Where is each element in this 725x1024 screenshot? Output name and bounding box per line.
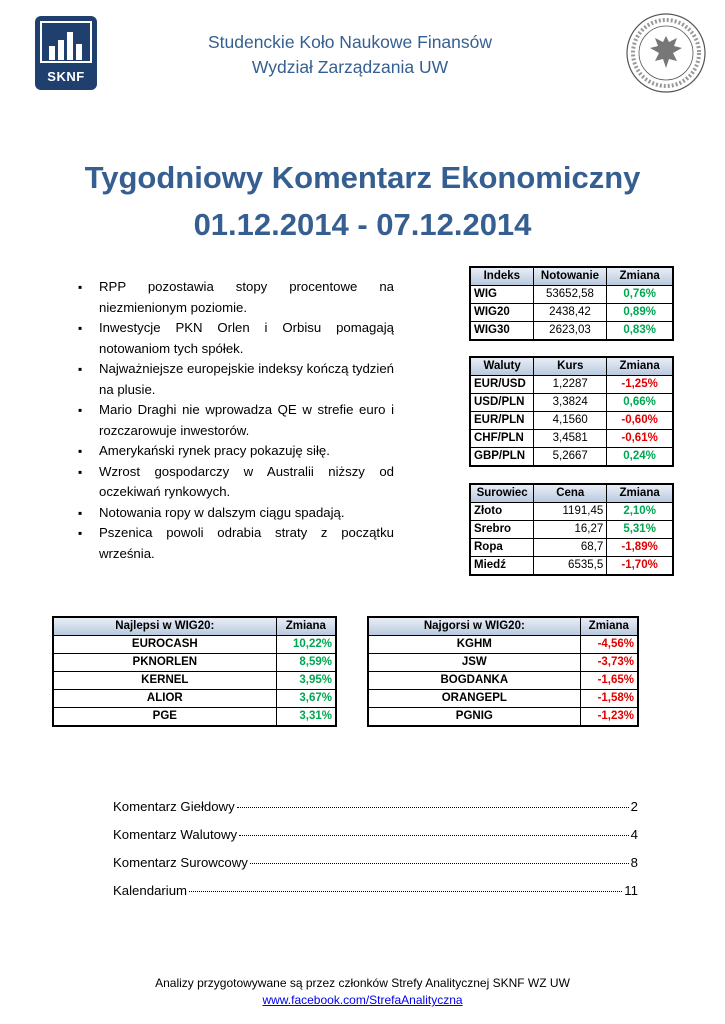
col-header: Kurs <box>534 357 607 376</box>
bullet-item: ▪ Inwestycje PKN Orlen i Orbisu pomagają notowaniom tych spółek. <box>78 318 394 359</box>
bullet-item: ▪ Wzrost gospodarczy w Australii niższy od oczekiwań rynkowych. <box>78 462 394 503</box>
table-row <box>470 322 673 341</box>
indices-table <box>469 266 674 341</box>
company-name: KGHM <box>368 636 580 654</box>
company-change: -1,65% <box>580 672 638 690</box>
currency-change: -0,60% <box>607 412 673 430</box>
table-row <box>53 690 336 708</box>
company-name: PGNIG <box>368 708 580 727</box>
col-header: Zmiana <box>607 267 673 286</box>
currency-rate: 1,2287 <box>534 376 607 394</box>
university-seal <box>625 12 707 94</box>
company-change: 8,59% <box>276 654 336 672</box>
table-row <box>470 286 673 304</box>
currency-pair: USD/PLN <box>470 394 534 412</box>
company-name: BOGDANKA <box>368 672 580 690</box>
toc-leader <box>189 891 622 892</box>
toc-page: 11 <box>624 883 638 898</box>
page-date-range: 01.12.2014 - 07.12.2014 <box>193 207 532 242</box>
col-header: Zmiana <box>607 484 673 503</box>
col-header: Surowiec <box>470 484 534 503</box>
toc-entry[interactable] <box>113 883 638 911</box>
currency-rate: 3,4581 <box>534 430 607 448</box>
commodity-price: 1191,45 <box>534 503 607 521</box>
index-value: 2438,42 <box>533 304 607 322</box>
footer-text: Analizy przygotowywane są przez członków Strefy Analitycznej SKNF WZ UW <box>155 976 570 990</box>
currency-change: 0,66% <box>607 394 673 412</box>
toc-entry[interactable] <box>113 799 638 827</box>
table-row <box>53 636 336 654</box>
org-faculty: Wydział Zarządzania UW <box>251 57 449 77</box>
company-change: 3,95% <box>276 672 336 690</box>
toc-leader <box>237 807 629 808</box>
currency-change: 0,24% <box>607 448 673 467</box>
bullet-item: ▪ RPP pozostawia stopy procentowe na niezmienionym poziomie. <box>78 277 394 318</box>
table-row <box>53 654 336 672</box>
bullet-item: ▪ Notowania ropy w dalszym ciągu spadają. <box>78 503 394 524</box>
table-row <box>53 672 336 690</box>
bullet-item: ▪ Amerykański rynek pracy pokazuję siłę. <box>78 441 394 462</box>
index-name: WIG20 <box>470 304 533 322</box>
toc-page: 4 <box>630 827 638 842</box>
table-row <box>470 539 673 557</box>
commodity-price: 16,27 <box>534 521 607 539</box>
footer <box>120 975 605 1009</box>
table-row <box>368 672 638 690</box>
col-header: Waluty <box>470 357 534 376</box>
table-row <box>470 521 673 539</box>
company-change: 3,31% <box>276 708 336 727</box>
index-change: 0,76% <box>607 286 673 304</box>
eagle-seal-icon <box>625 12 707 94</box>
company-change: -4,56% <box>580 636 638 654</box>
table-row <box>368 636 638 654</box>
commodity-price: 68,7 <box>534 539 607 557</box>
commodities-table <box>469 483 674 576</box>
company-name: PGE <box>53 708 276 727</box>
table-row <box>470 430 673 448</box>
company-name: ALIOR <box>53 690 276 708</box>
index-name: WIG30 <box>470 322 533 341</box>
index-value: 2623,03 <box>533 322 607 341</box>
col-header: Indeks <box>470 267 533 286</box>
commodity-name: Srebro <box>470 521 534 539</box>
company-change: -3,73% <box>580 654 638 672</box>
table-header-row <box>368 617 638 636</box>
table-row <box>53 708 336 727</box>
index-name: WIG <box>470 286 533 304</box>
currency-pair: GBP/PLN <box>470 448 534 467</box>
company-change: -1,23% <box>580 708 638 727</box>
currency-pair: EUR/USD <box>470 376 534 394</box>
table-row <box>470 412 673 430</box>
logo-text: SKNF <box>47 69 85 84</box>
table-row <box>368 654 638 672</box>
toc-label: Komentarz Walutowy <box>113 827 238 842</box>
company-name: ORANGEPL <box>368 690 580 708</box>
table-header-row <box>53 617 336 636</box>
currency-rate: 3,3824 <box>534 394 607 412</box>
commodity-change: 2,10% <box>607 503 673 521</box>
bullet-item: ▪ Pszenica powoli odrabia straty z początku września. <box>78 523 394 564</box>
summary-bullets <box>78 277 394 564</box>
col-header: Najgorsi w WIG20: <box>368 617 580 636</box>
toc-label: Kalendarium <box>113 883 188 898</box>
commodity-name: Miedź <box>470 557 534 576</box>
table-of-contents <box>113 799 638 911</box>
table-row <box>470 304 673 322</box>
table-row <box>470 394 673 412</box>
table-row <box>368 708 638 727</box>
toc-label: Komentarz Surowcowy <box>113 855 248 870</box>
currency-rate: 5,2667 <box>534 448 607 467</box>
col-header: Najlepsi w WIG20: <box>53 617 276 636</box>
worst-wig20-table <box>367 616 639 727</box>
col-header: Zmiana <box>276 617 336 636</box>
org-name: Studenckie Koło Naukowe Finansów <box>207 32 493 52</box>
table-row <box>470 376 673 394</box>
best-wig20-table <box>52 616 337 727</box>
table-row <box>470 448 673 467</box>
currency-change: -1,25% <box>607 376 673 394</box>
currency-change: -0,61% <box>607 430 673 448</box>
page-title: Tygodniowy Komentarz Ekonomiczny <box>84 160 641 195</box>
company-name: PKNORLEN <box>53 654 276 672</box>
company-name: KERNEL <box>53 672 276 690</box>
company-change: -1,58% <box>580 690 638 708</box>
table-header-row <box>470 357 673 376</box>
table-header-row <box>470 267 673 286</box>
table-row <box>368 690 638 708</box>
toc-entry[interactable] <box>113 855 638 883</box>
commodity-change: -1,70% <box>607 557 673 576</box>
commodity-name: Ropa <box>470 539 534 557</box>
commodity-name: Złoto <box>470 503 534 521</box>
commodity-price: 6535,5 <box>534 557 607 576</box>
toc-entry[interactable] <box>113 827 638 855</box>
table-row <box>470 503 673 521</box>
table-row <box>470 557 673 576</box>
bullet-item: ▪ Mario Draghi nie wprowadza QE w strefie euro i rozczarowuje inwestorów. <box>78 400 394 441</box>
index-change: 0,83% <box>607 322 673 341</box>
toc-page: 8 <box>630 855 638 870</box>
currency-pair: EUR/PLN <box>470 412 534 430</box>
company-change: 3,67% <box>276 690 336 708</box>
company-name: EUROCASH <box>53 636 276 654</box>
sknf-logo <box>35 16 97 90</box>
toc-page: 2 <box>630 799 638 814</box>
currency-pair: CHF/PLN <box>470 430 534 448</box>
toc-leader <box>250 863 629 864</box>
col-header: Cena <box>534 484 607 503</box>
col-header: Zmiana <box>580 617 638 636</box>
company-name: JSW <box>368 654 580 672</box>
index-change: 0,89% <box>607 304 673 322</box>
commodity-change: 5,31% <box>607 521 673 539</box>
index-value: 53652,58 <box>533 286 607 304</box>
toc-leader <box>239 835 629 836</box>
col-header: Zmiana <box>607 357 673 376</box>
bullet-item: ▪ Najważniejsze europejskie indeksy kończą tydzień na plusie. <box>78 359 394 400</box>
currencies-table <box>469 356 674 467</box>
col-header: Notowanie <box>533 267 607 286</box>
facebook-link[interactable]: www.facebook.com/StrefaAnalityczna <box>262 993 463 1007</box>
currency-rate: 4,1560 <box>534 412 607 430</box>
company-change: 10,22% <box>276 636 336 654</box>
table-header-row <box>470 484 673 503</box>
toc-label: Komentarz Giełdowy <box>113 799 235 814</box>
commodity-change: -1,89% <box>607 539 673 557</box>
